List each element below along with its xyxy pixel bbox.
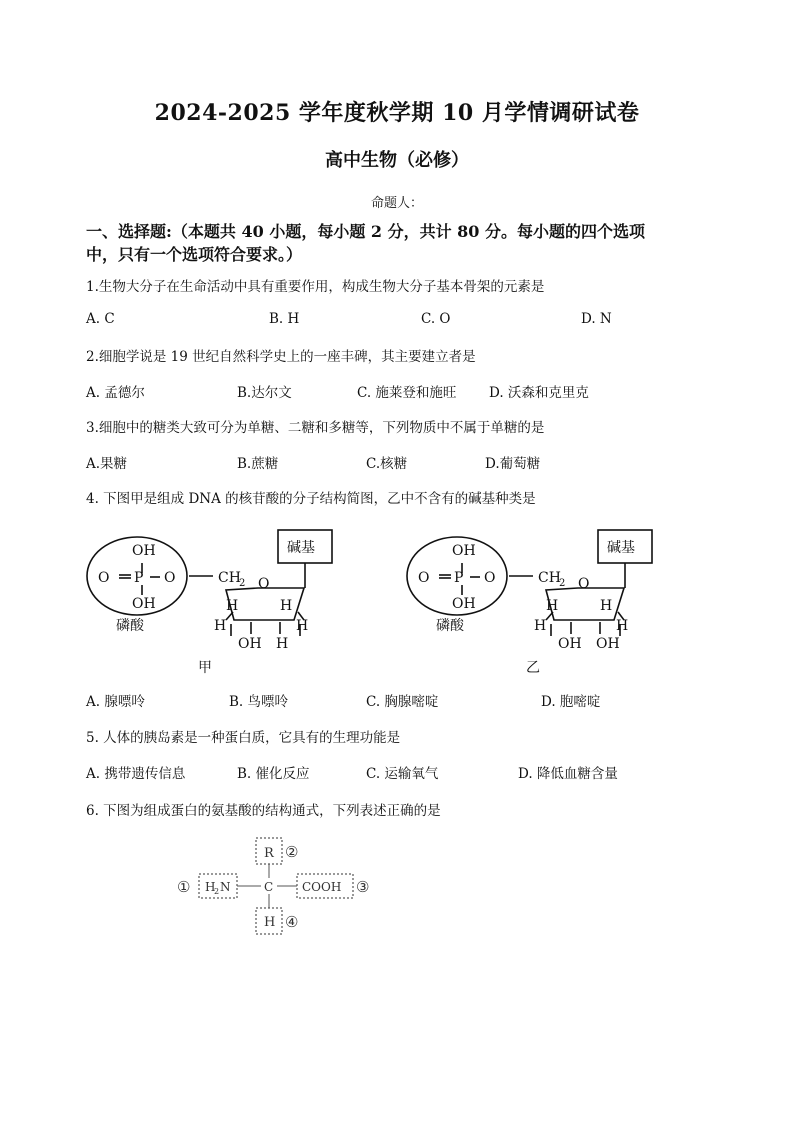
yi-h-c1-lower: H [616,618,629,634]
q1-option-c: C. O [421,311,451,327]
jia-ring-oxygen: O [258,576,270,592]
question-2-stem: 2.细胞学说是 19 世纪自然科学史上的一座丰碑，其主要建立者是 [86,349,476,365]
jia-caption: 甲 [198,660,212,676]
q4-option-a: A. 腺嘌呤 [86,694,145,710]
page-subtitle: 高中生物（必修） [325,150,469,171]
q4-option-c: C. 胸腺嘧啶 [366,694,439,710]
q2-option-c: C. 施莱登和施旺 [357,385,457,401]
amino-label-1: ① [177,878,191,896]
yi-p: P [454,570,464,586]
q5-option-d: D. 降低血糖含量 [518,766,618,782]
yi-caption: 乙 [526,660,540,676]
amino-r-group: R [264,846,274,861]
amino-h2n-n: N [220,880,231,894]
q1-option-a: A. C [86,311,115,327]
yi-oh-c3: OH [558,636,582,652]
nucleotide-figure-jia [86,528,346,680]
yi-base-label: 碱基 [607,540,635,556]
q3-option-b: B.蔗糖 [237,456,279,472]
yi-h-c4-lower: H [534,618,547,634]
amino-h2n-subscript: 2 [214,887,220,896]
yi-ring-oxygen: O [578,576,590,592]
amino-label-3: ③ [356,878,370,896]
q4-option-d: D. 胞嘧啶 [541,694,601,710]
jia-p: P [134,570,144,586]
q4-option-b: B. 鸟嘌呤 [229,694,289,710]
jia-base-label: 碱基 [287,540,315,556]
yi-ch-text: CH [538,570,561,586]
jia-h-c4-lower: H [214,618,227,634]
jia-o-left: O [98,570,110,586]
question-6-stem: 6. 下图为组成蛋白的氨基酸的结构通式，下列表述正确的是 [86,803,441,819]
q2-option-a: A. 孟德尔 [86,385,145,401]
amino-label-4: ④ [285,913,299,931]
section-heading-line2: 中，只有一个选项符合要求。） [86,245,303,264]
question-3-stem: 3.细胞中的糖类大致可分为单糖、二糖和多糖等，下列物质中不属于单糖的是 [86,420,545,436]
section-heading-line1: 一、选择题:（本题共 40 小题，每小题 2 分，共计 80 分。每小题的四个选项 [86,222,645,241]
nucleotide-figure-yi [406,528,666,680]
q2-option-d: D. 沃森和克里克 [489,385,589,401]
amino-cooh-group: COOH [302,880,342,894]
amino-acid-figure [174,834,384,938]
q5-option-b: B. 催化反应 [237,766,310,782]
jia-ch-subscript: 2 [239,578,246,589]
jia-h-c2: H [276,636,289,652]
amino-label-2: ② [285,843,299,861]
jia-oh-top: OH [132,543,156,559]
jia-ch-text: CH [218,570,241,586]
jia-h-c4: H [226,598,239,614]
yi-o-right: O [484,570,496,586]
q5-option-a: A. 携带遗传信息 [86,766,186,782]
q3-option-c: C.核糖 [366,456,408,472]
yi-o-left: O [418,570,430,586]
yi-h-c4: H [546,598,559,614]
q3-option-d: D.葡萄糖 [485,456,541,472]
yi-h-c1: H [600,598,613,614]
q3-option-a: A.果糖 [86,456,128,472]
question-4-stem: 4. 下图甲是组成 DNA 的核苷酸的分子结构简图，乙中不含有的碱基种类是 [86,491,536,507]
yi-oh-bottom: OH [452,596,476,612]
jia-h-c1-lower: H [296,618,309,634]
yi-ch-subscript: 2 [559,578,566,589]
q1-option-b: B. H [269,311,300,327]
amino-h2n-h: H [205,880,216,894]
yi-phosphate-label: 磷酸 [436,618,464,634]
q5-option-c: C. 运输氧气 [366,766,439,782]
jia-oh-bottom: OH [132,596,156,612]
author-line: 命题人： [370,196,423,211]
jia-h-c1: H [280,598,293,614]
question-5-stem: 5. 人体的胰岛素是一种蛋白质，它具有的生理功能是 [86,730,401,746]
yi-oh-top: OH [452,543,476,559]
q2-option-b: B.达尔文 [237,385,292,401]
yi-oh-c2: OH [596,636,620,652]
amino-h-atom: H [264,915,276,930]
jia-o-right: O [164,570,176,586]
q1-option-d: D. N [581,311,612,327]
jia-oh-c3: OH [238,636,262,652]
page-title: 2024-2025 学年度秋学期 10 月学情调研试卷 [154,100,640,126]
question-1-stem: 1.生物大分子在生命活动中具有重要作用，构成生物大分子基本骨架的元素是 [86,279,545,295]
jia-phosphate-label: 磷酸 [116,618,144,634]
amino-central-carbon: C [264,880,274,894]
